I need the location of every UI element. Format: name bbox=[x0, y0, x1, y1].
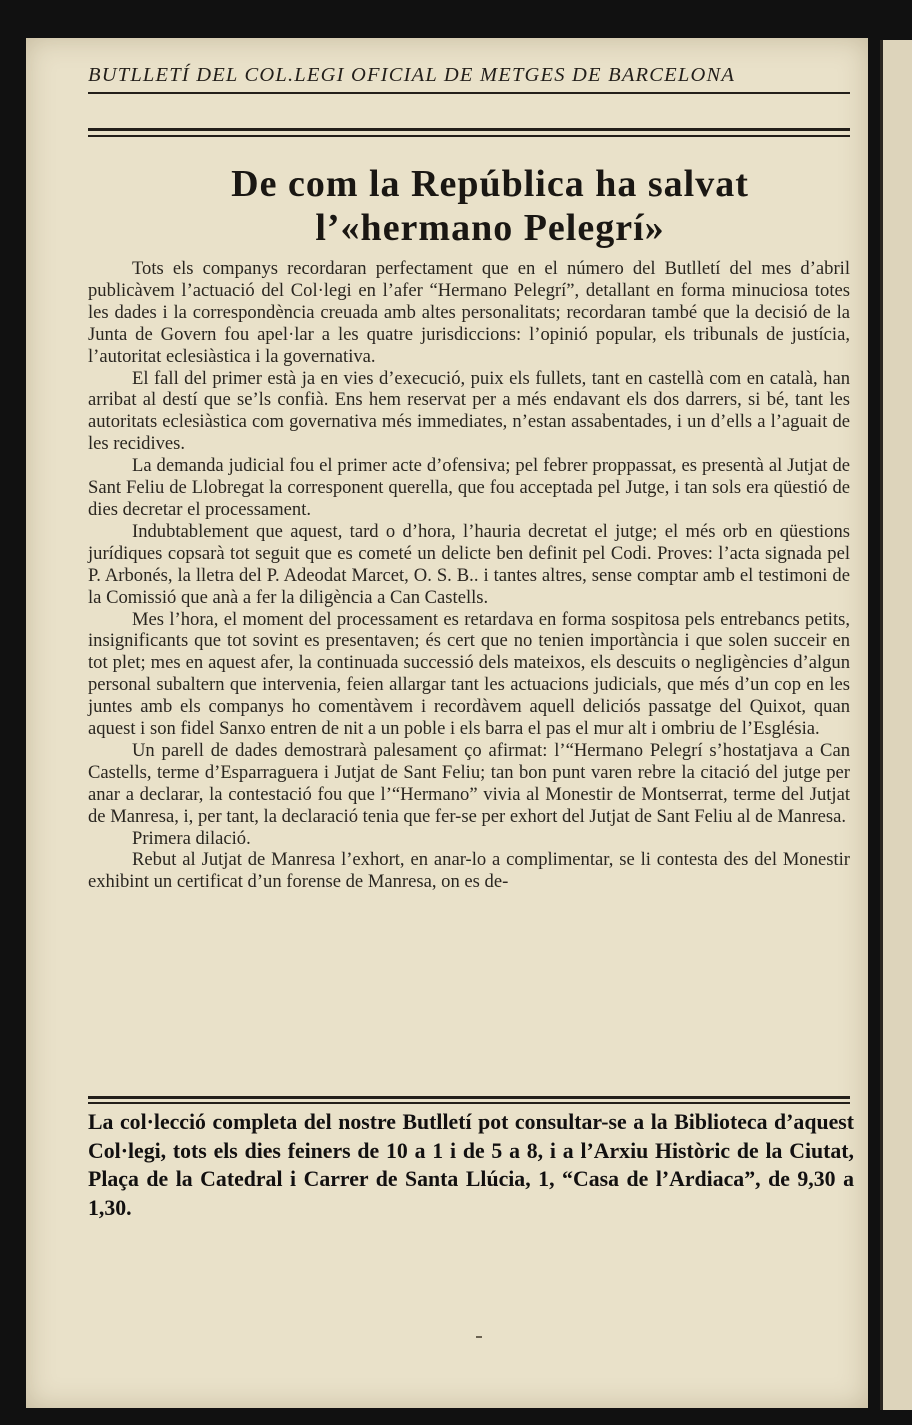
notice-rule-bottom bbox=[88, 1102, 850, 1104]
paragraph-8: Rebut al Jutjat de Manresa l’exhort, en anar-lo a complimentar, se li contesta des del Monestir exhibint un certificat d’un forense de Manresa, on es de- bbox=[88, 849, 850, 893]
paragraph-2: El fall del primer està ja en vies d’execució, puix els fullets, tant en castellà com en català, han arribat al destí que se’ls confià. Ens hem reservat per a més endavant els dos darrers, si bé, tant les autoritats eclesiàstica com governativa més immediates, n’estan assabentades, i un d’ells a l’aguait de les recidives. bbox=[88, 367, 850, 455]
paragraph-4: Indubtablement que aquest, tard o d’hora, l’hauria decretat el jutge; el més orb en qüestions jurídiques copsarà tot seguit que es cometé un delicte ben definit pel Codi. Proves: l’acta signada pel P. Arbonés, la lletra del P. Adeodat Marcet, O. S. B.. i tantes altres, sense comptar amb el testimoni de la Comissió que anà a fer la diligència a Can Castells. bbox=[88, 520, 850, 608]
article-body bbox=[88, 258, 850, 893]
paragraph-5: Mes l’hora, el moment del processament es retardava en forma sospitosa pels entrebancs petits, insignificants que tot sovint es presentaven; és cert que no tenien importància i que solen succeir en tot plet; mes en aquest afer, la continuada successió dels mateixos, els descuits o negligències d’algun personal subaltern que intervenia, feien allargar tant les actuacions judicials, que més d’un cop en les juntes amb els companys ho comentàvem i recordàvem aquell deliciós passatge del Quixot, quan aquest i son fidel Sanxo entren de nit a un poble i els barra el pas el mur alt i ombriu de l’Església. bbox=[88, 608, 850, 740]
running-header: BUTLLETÍ DEL COL.LEGI OFICIAL DE METGES DE BARCELONA bbox=[88, 64, 736, 86]
collection-notice: La col·lecció completa del nostre Butlletí pot consultar-se a la Biblioteca d’aquest Col·legi, tots els dies feiners de 10 a 1 i de 5 a 8, i a l’Arxiu Històric de la Ciutat, Plaça de la Catedral i Carrer de Santa Llúcia, 1, “Casa de l’Ardiaca”, de 9,30 a 1,30. bbox=[88, 1110, 854, 1220]
paragraph-1: Tots els companys recordaran perfectament que en el número del Butlletí del mes d’abril publicàvem l’actuació del Col·legi en l’afer “Hermano Pelegrí”, detallant en forma minuciosa totes les dades i la correspondència creuada amb altes personalitats; recordaran també que la decisió de la Junta de Govern fou apel·lar a les quatre jurisdiccions: l’opinió popular, els tribunals de justícia, l’autoritat eclesiàstica i la governativa. bbox=[88, 258, 850, 367]
paragraph-6: Un parell de dades demostrarà palesament ço afirmat: l’“Hermano Pelegrí s’hostatjava a Can Castells, terme d’Esparraguera i Jutjat de Sant Feliu; tan bon punt varen rebre la citació del jutge per anar a declarar, la contestació fou que l’“Hermano” vivia al Monestir de Montserrat, terme del Jutjat de Manresa, i, per tant, la declaració tenia que fer-se per exhort del Jutjat de Sant Feliu al de Manresa. bbox=[88, 739, 850, 827]
facing-page-edge bbox=[880, 40, 912, 1410]
article-title bbox=[120, 162, 860, 250]
header-rule bbox=[88, 92, 850, 94]
article-title-line-1: De com la República ha salvat bbox=[231, 163, 749, 205]
notice-rule-top bbox=[88, 1096, 850, 1099]
page-mark bbox=[476, 1336, 482, 1338]
article-title-line-2: l’«hermano Pelegrí» bbox=[315, 207, 665, 249]
paragraph-3: La demanda judicial fou el primer acte d’ofensiva; pel febrer proppassat, es presentà al Jutjat de Sant Feliu de Llobregat la corresponent querella, que fou acceptada pel Jutge, i tan sols era qüestió de dies decretar el processament. bbox=[88, 455, 850, 520]
paragraph-7: Primera dilació. bbox=[132, 827, 251, 849]
header-double-rule-top bbox=[88, 128, 850, 131]
header-double-rule-bottom bbox=[88, 135, 850, 137]
